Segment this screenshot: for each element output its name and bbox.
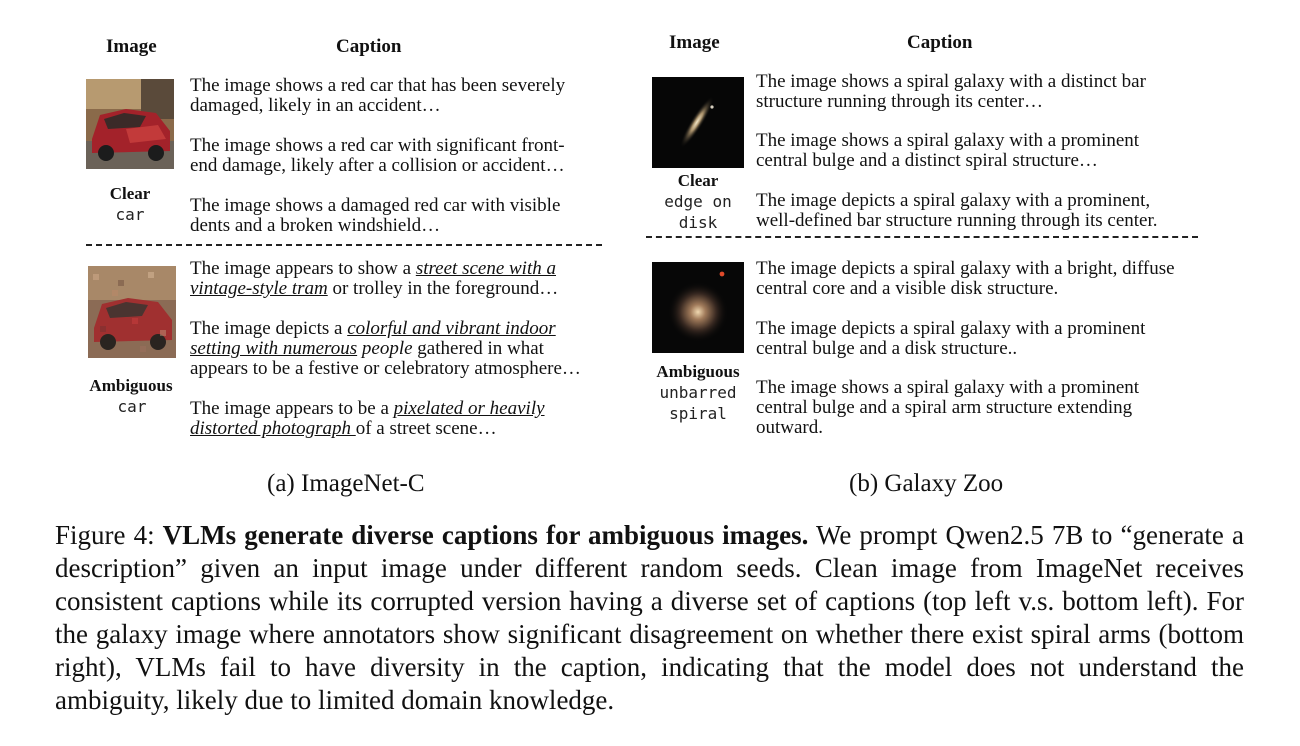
ambiguous-caption-a-2: The image depicts a colorful and vibrant indoor setting with numerous people gathered in what appears to be a festive or celebratory atmosphere…: [190, 318, 581, 379]
clear-caption-a-3: The image shows a damaged red car with visible dents and a broken windshield…: [190, 195, 561, 236]
clear-caption-b-2: The image shows a spiral galaxy with a prominent central bulge and a distinct spiral structure…: [756, 130, 1140, 171]
figure-caption-text: We prompt Qwen2.5 7B to “generate a description” given an input image under different random seeds. Clean image from ImageNet receives consistent captions while its corrupted version having a diverse set of captions (top left v.s. bottom left). For the galaxy image where annotators show significant disagreement on whether there exist spiral arms (bottom right), VLMs fail to have diversity in the caption, indicating that the model does not understand the ambiguity, likely due to limited domain knowledge.: [55, 520, 1244, 715]
figure-caption: [55, 519, 1244, 717]
clear-galaxy-image: [652, 77, 744, 168]
clear-class-label-a: car: [115, 205, 145, 224]
ambiguous-class-label-b: unbarred spiral: [659, 383, 737, 423]
ambiguous-caption-b-2: The image depicts a spiral galaxy with a prominent central bulge and a disk structure..: [756, 318, 1146, 359]
clear-class-label-b: edge on disk: [664, 192, 732, 232]
figure-caption-bold: VLMs generate diverse captions for ambiguous images.: [162, 520, 809, 550]
panel-a-caption-header: Caption: [336, 36, 402, 57]
figure-label: Figure 4:: [55, 520, 163, 550]
clear-caption-a-2: The image shows a red car with significant front- end damage, likely after a collision or accident…: [190, 135, 565, 176]
clear-caption-a-1: The image shows a red car that has been severely damaged, likely in an accident…: [190, 75, 566, 116]
ambiguous-class-label-a: car: [117, 397, 147, 416]
panel-b-caption-header: Caption: [907, 32, 973, 53]
clear-caption-b-3: The image depicts a spiral galaxy with a prominent, well-defined bar structure running through its center.: [756, 190, 1158, 231]
ambiguous-car-image: [88, 266, 176, 358]
divider-a: [86, 244, 602, 246]
ambiguous-status-label-a: Ambiguous: [89, 376, 173, 395]
clear-caption-b-1: The image shows a spiral galaxy with a distinct bar structure running through its center…: [756, 71, 1146, 112]
ambiguous-status-label-b: Ambiguous: [656, 362, 740, 381]
clear-status-label-b: Clear: [677, 171, 719, 190]
divider-b: [646, 236, 1198, 238]
ambiguous-caption-a-3: The image appears to be a pixelated or heavily distorted photograph of a street scene…: [190, 398, 545, 439]
panel-a-image-header: Image: [106, 36, 157, 57]
ambiguous-caption-b-1: The image depicts a spiral galaxy with a bright, diffuse central core and a visible disk structure.: [756, 258, 1175, 299]
subcaption-a: (a) ImageNet-C: [267, 470, 425, 497]
clear-car-image: [86, 79, 174, 169]
panel-b-image-header: Image: [669, 32, 720, 53]
subcaption-b: (b) Galaxy Zoo: [849, 470, 1004, 497]
ambiguous-caption-a-1: The image appears to show a street scene with a vintage-style tram or trolley in the foreground…: [190, 258, 559, 299]
ambiguous-caption-b-3: The image shows a spiral galaxy with a prominent central bulge and a spiral arm structure extending outward.: [756, 377, 1140, 438]
clear-status-label-a: Clear: [109, 184, 151, 203]
ambiguous-galaxy-image: [652, 262, 744, 353]
